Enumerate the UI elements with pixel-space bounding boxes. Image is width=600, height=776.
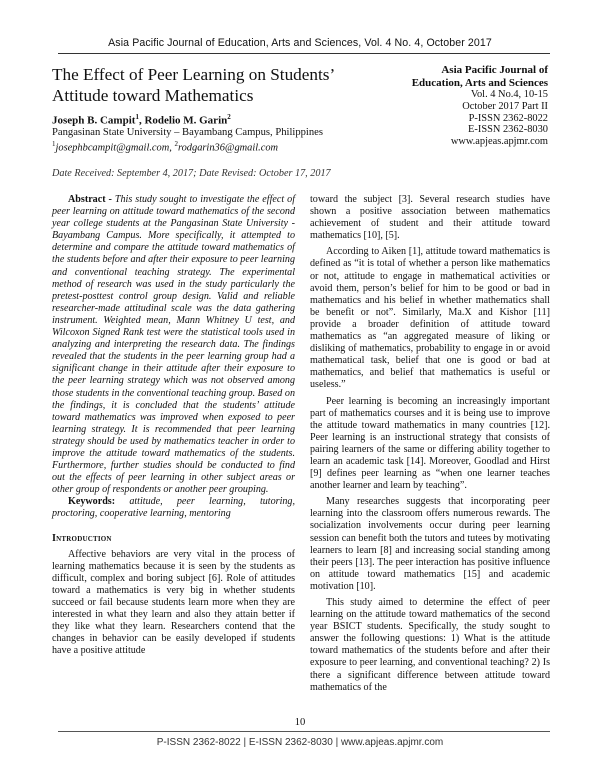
body-paragraph: According to Aiken [1], attitude toward mathematics is defined as “it is total of whether a person like mathematics or not, attitude to engage in mathematical activities or avoid them, person’s belief for him to be good or bad in mathematics and his belief in whether mathematics shall be benefit or not”. Similarly, Ma.X and Kishor [11] provide a broader definition of attitude toward mathematics as “an aggregated measure of liking or disliking of mathematics, probability to engage in or avoid mathematical task, belief that one is good or bad at mathematics, and belief that mathematics is useful or useless.” [310, 246, 550, 391]
journal-eissn: E-ISSN 2362-8030 [468, 124, 548, 136]
email-2[interactable]: rodgarin36@gmail.com [177, 142, 279, 154]
author-list [52, 113, 231, 127]
keywords-label: Keywords: [68, 496, 116, 508]
header-rule [58, 53, 550, 54]
email-1[interactable]: josephbcampit@gmail.com [55, 142, 170, 154]
body-paragraph: This study aimed to determine the effect of peer learning on the attitude toward mathematics of the second year BSICT students. Specifically, the study sought to answer the following questions: 1) What is the attitude toward mathematics of the students before and after their exposure to peer learning, and conventional teaching? 2) Is there a significant difference between attitude toward mathematics of the [310, 597, 550, 693]
email-separator: , [169, 142, 175, 154]
right-column [310, 194, 550, 694]
body-paragraph: Many researches suggests that incorporating peer learning into the classroom offers numerous rewards. The socialization involvements occur during peer learning session can benefit both the tutors and tutees by motivating learners to learn [8] and increasing social standing among their peers [13]. The peer interaction has positive influence on attitude toward mathematics [15] and academic motivation [10]. [310, 496, 550, 592]
author-1-marker: 1 [135, 113, 139, 121]
footer-rule [58, 731, 550, 732]
keywords-text: attitude, peer learning, tutoring, proctoring, cooperative learning, mentoring [52, 496, 295, 520]
abstract-text: This study sought to investigate the effect of peer learning on attitude toward mathematics of the second year college students at the Pangasinan State University - Bayambang Campus. More specifically, it attempted to determine and compare the attitude toward mathematics of the students before and after their exposure to peer learning and conventional teaching strategy. The experimental method of research was used in the study particularly the pretest-posttest control group design. Valid and reliable researcher-made attitudinal scale was the data gathering instrument. Weighted mean, Mann Whitney U test, and Wilcoxon Signed Rank test were the statistical tools used in analyzing and interpreting the research data. The findings revealed that the students in the peer learning group had a significant change in their attitude after their exposure to the peer learning strategy which was not observed among those students in the conventional teaching group. Based on the findings, it is concluded that the students’ attitude toward mathematics was improved when exposed to peer learning strategy. It is recommended that peer learning strategy should be used by mathematics teacher in order to improve the attitude toward mathematics of the students. Furthermore, further studies should be conducted to find out the effects of peer learning in other subject areas or other group of respondents or another peer grouping. [52, 194, 295, 496]
journal-website[interactable]: www.apjeas.apjmr.com [450, 136, 548, 148]
email-2-marker: 2 [174, 140, 178, 148]
abstract [52, 194, 295, 496]
abstract-label: Abstract - [68, 194, 112, 205]
author-separator: , [138, 114, 145, 127]
body-paragraph: Peer learning is becoming an increasingly important part of mathematics courses and it is being use to improve the attitude toward mathematics in many countries [12]. Peer learning is an instructional strategy that consists of pairing learners of the same or differing ability together to learn an academic task [14]. Moreover, Goodlad and Hirst [9] defines peer learning as “when one learner teaches another learner and learn by teaching”. [310, 395, 550, 492]
author-emails [52, 140, 278, 153]
left-column [52, 194, 295, 657]
page-number: 10 [294, 717, 306, 728]
page-footer: P-ISSN 2362-8022 | E-ISSN 2362-8030 | www.apjeas.apjmr.com [156, 737, 444, 748]
journal-info [396, 64, 548, 148]
author-2-marker: 2 [227, 113, 231, 121]
journal-name: Asia Pacific Journal of Education, Arts and Sciences [411, 64, 548, 89]
journal-volume: Vol. 4 No.4, 10-15 [470, 89, 548, 100]
submission-dates: Date Received: September 4, 2017; Date Revised: October 17, 2017 [52, 168, 331, 179]
body-paragraph: toward the subject [3]. Several research studies have shown a positive association between mathematics achievement of student and their attitude toward mathematics [10], [5]. [310, 194, 550, 242]
journal-issue: October 2017 Part II [462, 100, 548, 112]
introduction-paragraph: Affective behaviors are very vital in the process of learning mathematics because it is seen by the students as difficult, complex and boring subject [6]. Role of attitudes toward a mathematics is very big in whether students succeed or fail because students learn more when they are interested in what they learn and also they attain better if they like what they learn. Researchers contend that the changes in behavior can be easily developed if students have a positive attitude [52, 548, 295, 657]
running-header: Asia Pacific Journal of Education, Arts and Sciences, Vol. 4 No. 4, October 2017 [108, 37, 492, 49]
keywords [52, 496, 295, 520]
journal-pissn: P-ISSN 2362-8022 [468, 112, 548, 124]
author-2: Rodelio M. Garin [144, 114, 228, 127]
affiliation: Pangasinan State University – Bayambang Campus, Philippines [52, 127, 323, 138]
email-1-marker: 1 [52, 140, 56, 148]
section-heading-introduction: Introduction [52, 532, 112, 544]
paper-title: The Effect of Peer Learning on Students’ Attitude toward Mathematics [52, 65, 334, 105]
author-1: Joseph B. Campit [52, 114, 136, 127]
